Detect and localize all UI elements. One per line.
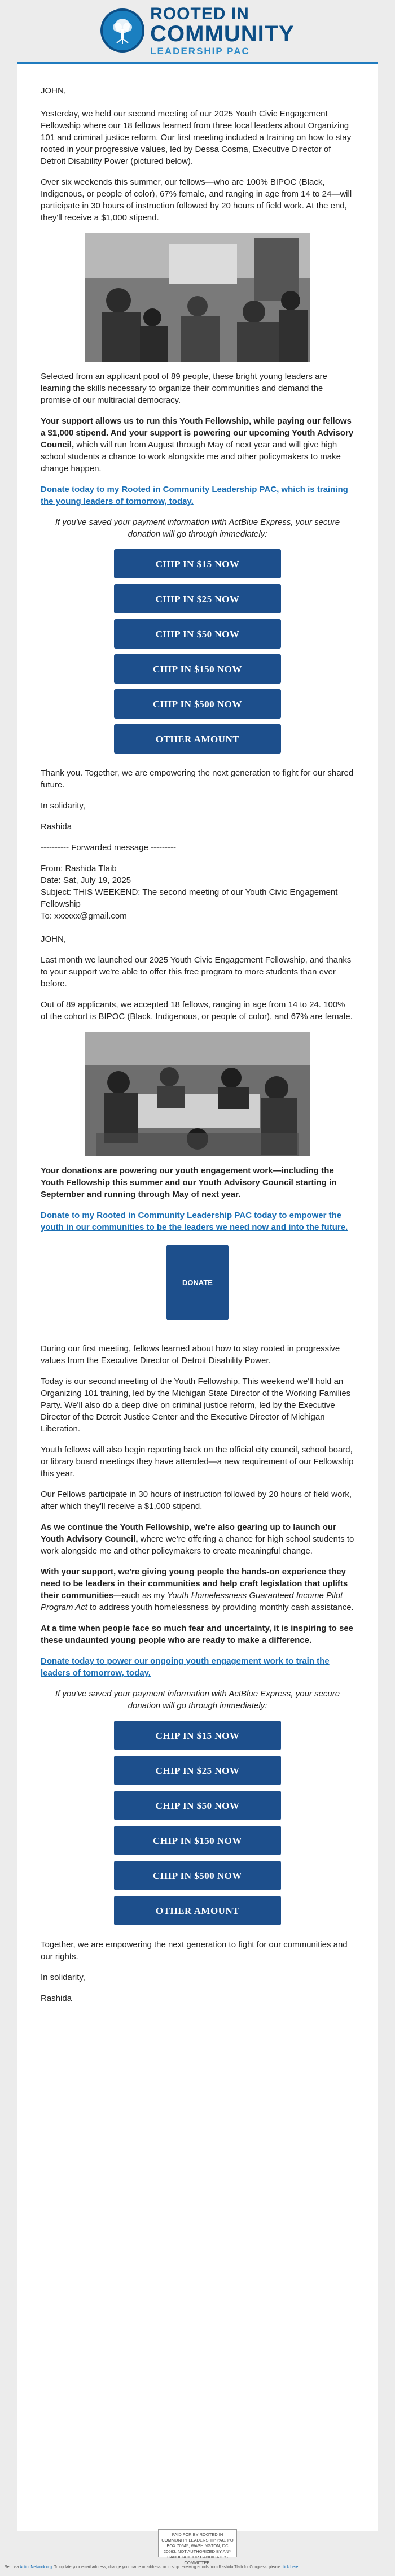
chip-in-150-button[interactable]: CHIP IN $150 NOW bbox=[114, 654, 281, 684]
paragraph: Youth fellows will also begin reporting back on the official city council, school board, or library board meetings they have attended—a new requirement of our Fellowship this year. bbox=[41, 1445, 354, 1478]
paragraph: Thank you. Together, we are empowering the next generation to fight for our shared future. bbox=[41, 768, 354, 790]
chip-in-500-button[interactable]: CHIP IN $500 NOW bbox=[114, 1861, 281, 1890]
signature: Rashida bbox=[41, 1994, 72, 2003]
forwarded-divider: ---------- Forwarded message --------- bbox=[41, 843, 176, 852]
donate-link-1[interactable]: Donate today to my Rooted in Community Leadership PAC, which is training the young leaders of tomorrow, today. bbox=[41, 485, 348, 506]
paragraph-rest: where we're offering a chance for high school students to work alongside me and other policymakers to create meaningful change. bbox=[41, 1534, 354, 1556]
donate-button[interactable]: DONATE bbox=[166, 1245, 229, 1320]
paragraph bbox=[41, 1521, 354, 1557]
paragraph-bold: Your donations are powering our youth engagement work—including the Youth Fellowship this summer and our Youth Advisory Council starting in September and running through May of next year. bbox=[41, 1166, 337, 1199]
forward-to: To: xxxxxx@gmail.com bbox=[41, 911, 127, 921]
other-amount-button[interactable]: OTHER AMOUNT bbox=[114, 1896, 281, 1925]
chip-in-50-button[interactable]: CHIP IN $50 NOW bbox=[114, 1791, 281, 1820]
paid-for-disclaimer: PAID FOR BY ROOTED IN COMMUNITY LEADERSHIP PAC, PO BOX 70645, WASHINGTON, DC 20663. NOT AUTHORIZED BY ANY CANDIDATE OR CANDIDATE'S COMMITTEE. bbox=[158, 2529, 237, 2557]
actblue-note: If you've saved your payment information with ActBlue Express, your secure donation will go through immediately: bbox=[55, 517, 340, 539]
chip-in-25-button[interactable]: CHIP IN $25 NOW bbox=[114, 1756, 281, 1785]
paragraph: Out of 89 applicants, we accepted 18 fellows, ranging in age from 14 to 24. 100% of the cohort is BIPOC (Black, Indigenous, or people of color), and 67% are female. bbox=[41, 1000, 353, 1021]
chip-in-150-button[interactable]: CHIP IN $150 NOW bbox=[114, 1826, 281, 1855]
paragraph bbox=[41, 1566, 354, 1613]
email-header bbox=[0, 0, 395, 61]
paragraph-rest: which will run from August through May of next year and will give high school students a chance to work alongside me and other policymakers to make change happen. bbox=[41, 440, 341, 473]
donation-button-group-2 bbox=[41, 1721, 354, 1925]
signoff: In solidarity, bbox=[41, 801, 85, 811]
paragraph: Our Fellows participate in 30 hours of instruction followed by 20 hours of field work, after which they'll receive a $1,000 stipend. bbox=[41, 1490, 352, 1511]
donation-button-group-1 bbox=[41, 549, 354, 754]
paragraph-bold: At a time when people face so much fear and uncertainty, it is inspiring to see these undaunted young people who are ready to make a difference. bbox=[41, 1624, 354, 1645]
footer-text: Sent via bbox=[5, 2565, 19, 2569]
footer-unsubscribe bbox=[5, 2565, 390, 2570]
footer-text: . To update your email address, change your name or address, or to stop receiving emails from Rashida Tlaib for Congress, please bbox=[52, 2565, 280, 2569]
forward-date: Date: Sat, July 19, 2025 bbox=[41, 876, 131, 885]
bill-title: Youth Homelessness Guaranteed Income Pilot Program Act bbox=[41, 1591, 343, 1612]
paragraph-bold: As we continue the Youth Fellowship, we're also gearing up to launch our Youth Advisory Council, bbox=[41, 1522, 336, 1544]
paragraph-bold: With your support, we're giving young people the hands-on experience they need to be leaders in their communities and help craft legislation that uplifts their communities bbox=[41, 1567, 348, 1600]
paragraph: Today is our second meeting of the Youth Fellowship. This weekend we'll hold an Organizing 101 training, led by the Michigan State Director of the Working Families Party. We'll also do a deep dive on criminal justice reform, led by the Executive Director of the Detroit Justice Center and the Executive Director of Michigan Liberation. bbox=[41, 1377, 351, 1434]
email-body-card bbox=[17, 62, 378, 2531]
chip-in-15-button[interactable]: CHIP IN $15 NOW bbox=[114, 549, 281, 578]
logo-line1: ROOTED IN bbox=[150, 4, 249, 23]
logo-line2: COMMUNITY bbox=[150, 21, 295, 46]
chip-in-15-button[interactable]: CHIP IN $15 NOW bbox=[114, 1721, 281, 1750]
paragraph: Last month we launched our 2025 Youth Civic Engagement Fellowship, and thanks to your support we're able to offer this free program to more students than ever before. bbox=[41, 955, 352, 989]
paragraph: Over six weekends this summer, our fellows—who are 100% BIPOC (Black, Indigenous, or people of color), 67% female, and ranging in age from 14 to 24—will participate in 30 hours of instruction followed by 20 hours of field work. At the end, they'll receive a $1,000 stipend. bbox=[41, 177, 352, 223]
forward-from: From: Rashida Tlaib bbox=[41, 864, 117, 873]
paragraph: Yesterday, we held our second meeting of our 2025 Youth Civic Engagement Fellowship where our 18 fellows learned from three local leaders about Organizing 101 and criminal justice reform. Our first meeting included a training on how to stay rooted in your progressive values, led by Dessa Cosma, Executive Director of Detroit Disability Power (pictured below). bbox=[41, 109, 352, 166]
paragraph-rest: to address youth homelessness by providing monthly cash assistance. bbox=[87, 1603, 354, 1612]
other-amount-button[interactable]: OTHER AMOUNT bbox=[114, 724, 281, 754]
donate-link-3[interactable]: Donate today to power our ongoing youth engagement work to train the leaders of tomorrow, today. bbox=[41, 1656, 330, 1678]
chip-in-50-button[interactable]: CHIP IN $50 NOW bbox=[114, 619, 281, 649]
signature: Rashida bbox=[41, 822, 72, 832]
fellowship-photo-1 bbox=[85, 233, 310, 362]
paragraph-bold: Your support allows us to run this Youth Fellowship, while paying our fellows a $1,000 stipend. And your support is powering our upcoming Youth Advisory Council, bbox=[41, 416, 354, 450]
signoff: In solidarity, bbox=[41, 1973, 85, 1982]
paragraph bbox=[41, 415, 354, 475]
paragraph: During our first meeting, fellows learned about how to stay rooted in progressive values from the Executive Director of Detroit Disability Power. bbox=[41, 1344, 340, 1365]
chip-in-500-button[interactable]: CHIP IN $500 NOW bbox=[114, 689, 281, 719]
logo-line3: LEADERSHIP PAC bbox=[150, 45, 250, 56]
unsubscribe-link[interactable]: click here bbox=[281, 2565, 299, 2569]
logo-tree-icon bbox=[100, 8, 144, 53]
actionnetwork-link[interactable]: ActionNetwork.org bbox=[19, 2565, 52, 2569]
forward-subject: Subject: THIS WEEKEND: The second meeting of our Youth Civic Engagement Fellowship bbox=[41, 887, 338, 909]
footer-text: . bbox=[298, 2565, 300, 2569]
paragraph: Together, we are empowering the next generation to fight for our communities and our rights. bbox=[41, 1940, 348, 1961]
actblue-note: If you've saved your payment information with ActBlue Express, your secure donation will go through immediately: bbox=[55, 1689, 340, 1711]
chip-in-25-button[interactable]: CHIP IN $25 NOW bbox=[114, 584, 281, 613]
donate-link-2[interactable]: Donate to my Rooted in Community Leadership PAC today to empower the youth in our communities to be the leaders we need now and into the future. bbox=[41, 1211, 348, 1232]
logo-wordmark bbox=[150, 6, 295, 56]
greeting: JOHN, bbox=[41, 934, 66, 944]
paragraph: Selected from an applicant pool of 89 people, these bright young leaders are learning the skills necessary to organize their communities and demand the promise of our multiracial democracy. bbox=[41, 372, 327, 405]
greeting: JOHN, bbox=[41, 86, 66, 95]
fellowship-photo-2 bbox=[85, 1032, 310, 1156]
paragraph-rest: —such as my bbox=[113, 1591, 168, 1600]
